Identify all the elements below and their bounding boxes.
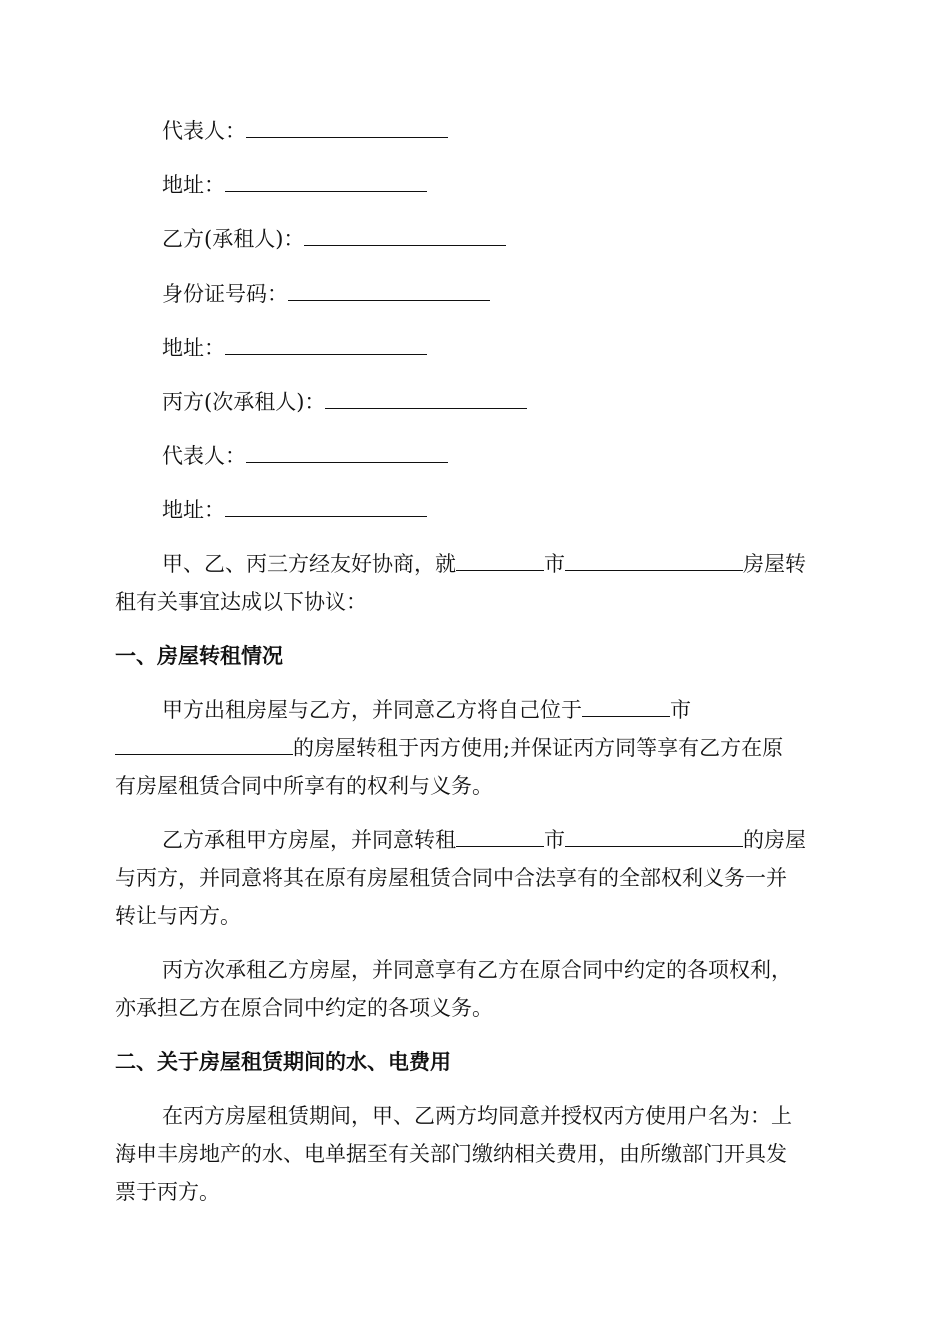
rep1-label: 代表人： (162, 119, 246, 143)
party-c-label: 丙方(次承租人)： (162, 390, 326, 414)
rep2-label: 代表人： (162, 444, 246, 468)
intro-text-1: 甲、乙、丙三方经友好协商，就 (162, 552, 456, 576)
addr3-blank (225, 496, 427, 517)
s1-p2-line-1 (162, 826, 806, 854)
addr2-line (162, 334, 427, 362)
addr3-label: 地址： (162, 498, 225, 522)
s1-p2-text-d: 与丙方，并同意将其在原有房屋租赁合同中合法享有的全部权利义务一并 (115, 866, 787, 890)
s1-p1-text-c: 的房屋转租于丙方使用;并保证丙方同等享有乙方在原 (293, 736, 784, 760)
intro-text-4: 租有关事宜达成以下协议： (115, 590, 367, 614)
s2-p1-line-1 (162, 1102, 792, 1130)
s2-p1-text-a: 在丙方房屋租赁期间，甲、乙两方均同意并授权丙方使用户名为：上 (162, 1104, 792, 1128)
s1-p3-line-1 (162, 956, 792, 984)
s1-p2-text-c: 的房屋 (743, 828, 806, 852)
intro-text-3: 房屋转 (743, 552, 806, 576)
section-2-heading: 二、关于房屋租赁期间的水、电费用 (115, 1050, 451, 1074)
rep2-blank (246, 442, 448, 463)
s1-p1-text-b: 市 (670, 698, 691, 722)
section-1-heading: 一、房屋转租情况 (115, 644, 283, 668)
addr1-label: 地址： (162, 173, 225, 197)
addr1-blank (225, 171, 427, 192)
s1-p1-text-d: 有房屋租赁合同中所享有的权利与义务。 (115, 774, 493, 798)
addr1-line (162, 171, 427, 199)
s1-p2-line-3 (115, 902, 241, 930)
s1-p1-city-blank (582, 696, 670, 717)
s1-p1-address-blank (115, 734, 293, 755)
rep1-line (162, 117, 448, 145)
addr2-label: 地址： (162, 336, 225, 360)
s2-p1-text-b: 海申丰房地产的水、电单据至有关部门缴纳相关费用，由所缴部门开具发 (115, 1142, 787, 1166)
intro-line-1 (162, 550, 806, 578)
s1-p3-text-a: 丙方次承租乙方房屋，并同意享有乙方在原合同中约定的各项权利， (162, 958, 792, 982)
addr2-blank (225, 334, 427, 355)
s1-p1-text-a: 甲方出租房屋与乙方，并同意乙方将自己位于 (162, 698, 582, 722)
s1-p2-text-e: 转让与丙方。 (115, 904, 241, 928)
party-c-blank (325, 388, 527, 409)
s1-p3-text-b: 亦承担乙方在原合同中约定的各项义务。 (115, 996, 493, 1020)
intro-address-blank (565, 550, 743, 571)
id-label: 身份证号码： (162, 282, 288, 306)
s2-p1-line-3 (115, 1178, 220, 1206)
rep2-line (162, 442, 448, 470)
s2-p1-line-2 (115, 1140, 787, 1168)
intro-city-blank (456, 550, 544, 571)
s2-p1-text-c: 票于丙方。 (115, 1180, 220, 1204)
s1-p2-address-blank (565, 826, 743, 847)
id-blank (288, 280, 490, 301)
s1-p2-city-blank (456, 826, 544, 847)
s1-p1-line-3 (115, 772, 493, 800)
party-c-line (162, 388, 527, 416)
s1-p1-line-1 (162, 696, 691, 724)
intro-text-2: 市 (544, 552, 565, 576)
s1-p2-line-2 (115, 864, 787, 892)
addr3-line (162, 496, 427, 524)
s1-p3-line-2 (115, 994, 493, 1022)
rep1-blank (246, 117, 448, 138)
id-line (162, 280, 490, 308)
s1-p2-text-a: 乙方承租甲方房屋，并同意转租 (162, 828, 456, 852)
party-b-blank (304, 225, 506, 246)
party-b-line (162, 225, 506, 253)
intro-line-2 (115, 588, 367, 616)
party-b-label: 乙方(承租人)： (162, 227, 305, 251)
s1-p1-line-2 (115, 734, 783, 762)
s1-p2-text-b: 市 (544, 828, 565, 852)
